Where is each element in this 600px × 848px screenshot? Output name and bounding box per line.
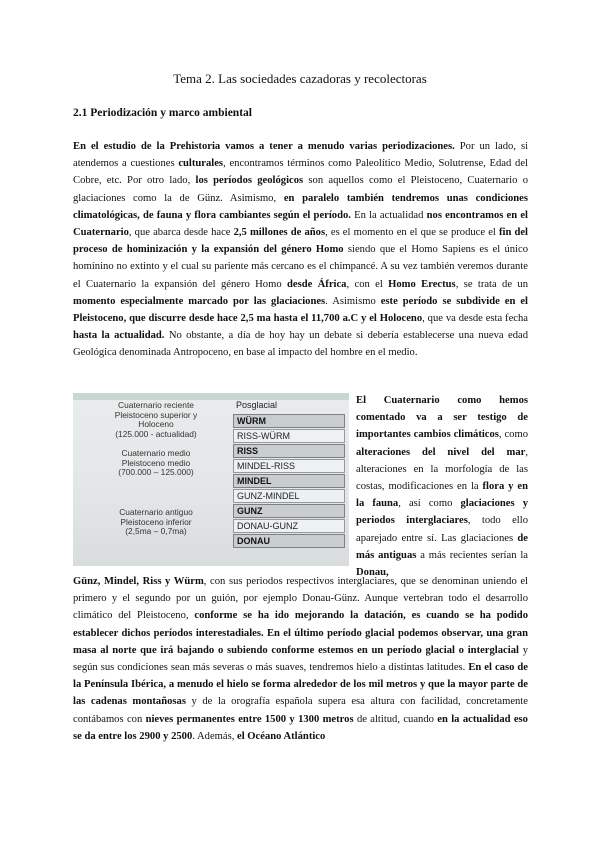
text-run: , que va desde esta fecha xyxy=(422,313,528,325)
text-run: , así como xyxy=(398,498,461,510)
figure-period-group xyxy=(81,401,231,439)
bold-text-run: en la actualidad eso se da entre los 2900 y 2500 xyxy=(73,713,528,742)
bold-text-run: En el caso de la Península Ibérica, a menudo el hielo se forma alrededor de los mil metros y que la mayor parte de las cadenas montañosas xyxy=(73,662,529,708)
text-run: y de la orografía española supera esa altura con facilidad, concretamente contábamos con xyxy=(73,696,528,725)
bold-text-run: nieves permanentes entre 1500 y 1300 metros xyxy=(145,713,354,725)
figure-period-line: Pleistoceno medio xyxy=(121,457,191,468)
bold-text-run: culturales xyxy=(178,158,224,170)
text-run: , con el xyxy=(346,278,389,290)
bold-text-run: este período se subdivide en el Pleistoceno, que discurre desde hace 2,5 ma hasta el 11,700 a.C y el Holoceno xyxy=(73,295,528,325)
bold-text-run: en paralelo también tendremos unas condiciones climatológicas, de fauna y flora cambiantes según el período. xyxy=(73,192,528,221)
text-run: siendo que el Homo Sapiens es el único homínino no extinto y el cual su pariente más cercano es el chimpancé. A su vez también veremos durante el Cuaternario la expansión del género Homo xyxy=(73,244,528,290)
bold-text-run: 2,5 millones de años xyxy=(233,227,326,239)
bold-text-run: nos encontramos en el Cuaternario xyxy=(73,209,528,239)
figure-period-line: Cuaternario medio xyxy=(121,448,191,458)
glaciations-figure xyxy=(73,393,349,566)
figure-glaciation-labels xyxy=(233,399,345,549)
bold-text-run: flora y en la fauna xyxy=(356,481,528,510)
bold-text-run: Günz, Mindel, Riss y Würm xyxy=(73,576,204,587)
glaciation-label: GUNZ xyxy=(233,504,345,518)
text-run: a más recientes serían la xyxy=(416,549,528,561)
bold-text-run: fin del proceso de hominización y la expansión del género Homo xyxy=(73,227,528,256)
bold-text-run: El Cuaternario como hemos comentado va a ser testigo de importantes cambios climáticos xyxy=(356,395,528,441)
figure-period-line: (2,5ma – 0,7ma) xyxy=(125,526,187,537)
text-run: , con sus periodos respectivos interglaciares, que se denominan uniendo el primero y el segundo por un guión, por ejemplo Donau-Günz. Aunque vertebran todo el desarrollo climático del Pleistoceno, xyxy=(73,576,528,622)
glaciation-label: GUNZ-MINDEL xyxy=(233,489,345,503)
bold-text-run: desde África xyxy=(286,278,347,290)
glaciation-label: DONAU xyxy=(233,534,345,548)
figure-period-line: Pleistoceno inferior xyxy=(120,516,192,527)
bold-text-run: En el estudio de la Prehistoria vamos a tener a menudo varias periodizaciones. xyxy=(73,141,455,152)
bold-text-run: Donau, xyxy=(356,567,389,579)
glaciation-label: MINDEL xyxy=(233,474,345,488)
text-run: , alteraciones en la morfología de las costas, modificaciones en la xyxy=(356,446,528,493)
text-run: , que abarca desde hace xyxy=(128,227,234,239)
text-run: de altitud, cuando xyxy=(353,713,438,725)
text-run: , es el momento en el que se produce el xyxy=(325,227,499,239)
figure-period-line: (700.000 – 125.000) xyxy=(118,467,194,478)
text-run: , se trata de un xyxy=(455,278,528,290)
text-run: y según sus condiciones sean más severas o más suaves, tendremos hielo a distintas latitudes. xyxy=(73,644,528,674)
figure-period-group xyxy=(81,508,231,537)
figure-period-line: Cuaternario antiguo xyxy=(119,507,193,517)
glaciation-label: RISS-WÜRM xyxy=(233,429,345,443)
figure-period-group xyxy=(81,449,231,478)
bold-text-run: Homo Erectus xyxy=(388,278,456,290)
section-title: 2.1 Periodización y marco ambiental xyxy=(73,107,252,119)
figure-period-line: Pleistoceno superior y xyxy=(114,409,198,420)
page-title: Tema 2. Las sociedades cazadoras y recolectoras xyxy=(173,71,427,86)
text-run: Por un lado, si atendemos a cuestiones xyxy=(73,141,529,170)
glaciation-label: WÜRM xyxy=(233,414,345,428)
glaciation-label: RISS xyxy=(233,444,345,458)
bold-text-run: glaciaciones y periodos interglaciares xyxy=(356,498,528,527)
paragraph-glaciations xyxy=(73,573,528,745)
bold-text-run: el Océano Atlántico xyxy=(237,730,326,742)
text-run: son aquellos como el Pleistoceno, Cuaternario o glaciaciones como la de Günz. Asimismo, xyxy=(73,175,528,204)
text-run: . Asimismo xyxy=(325,295,381,307)
paragraph-climate-changes xyxy=(356,392,528,581)
bold-text-run: hasta la actualidad. xyxy=(73,330,165,342)
figure-period-line: Cuaternario reciente xyxy=(118,400,194,410)
bold-text-run: los períodos geológicos xyxy=(195,175,304,187)
figure-period-line: (125.000 - actualidad) xyxy=(115,428,197,439)
bold-text-run: de más antiguas xyxy=(356,532,528,561)
text-run: No obstante, a día de hoy hay un debate si debería establecerse una nueva edad Geológica denominada Antropoceno, en base al impacto del hombre en el medio. xyxy=(73,330,528,359)
glaciation-label: MINDEL-RISS xyxy=(233,459,345,473)
paragraph-periodization xyxy=(73,138,528,362)
bold-text-run: momento especialmente marcado por las glaciaciones xyxy=(73,295,326,307)
text-run: , como xyxy=(498,429,528,441)
text-run: , todo ello aparejado entre sí. Las glaciaciones xyxy=(356,515,528,544)
glaciation-label: DONAU-GUNZ xyxy=(233,519,345,533)
bold-text-run: conforme se ha ido mejorando la datación, es cuando se ha podido establecer dichos períodos interestadiales. En el último período glacial podemos observar, una gran masa al norte que irá bajando o subiendo conforme estemos en un período glacial o interglacial xyxy=(73,610,528,656)
text-run: En la actualidad xyxy=(350,209,427,221)
text-run: . Además, xyxy=(192,730,238,742)
text-run: , encontramos términos como Paleolítico Medio, Solutrense, Edad del Cobre, etc. Por otro lado, xyxy=(73,158,528,187)
glaciation-label: Posglacial xyxy=(236,400,278,410)
figure-period-line: Holoceno xyxy=(138,419,174,430)
bold-text-run: alteraciones del nivel del mar xyxy=(356,446,526,458)
